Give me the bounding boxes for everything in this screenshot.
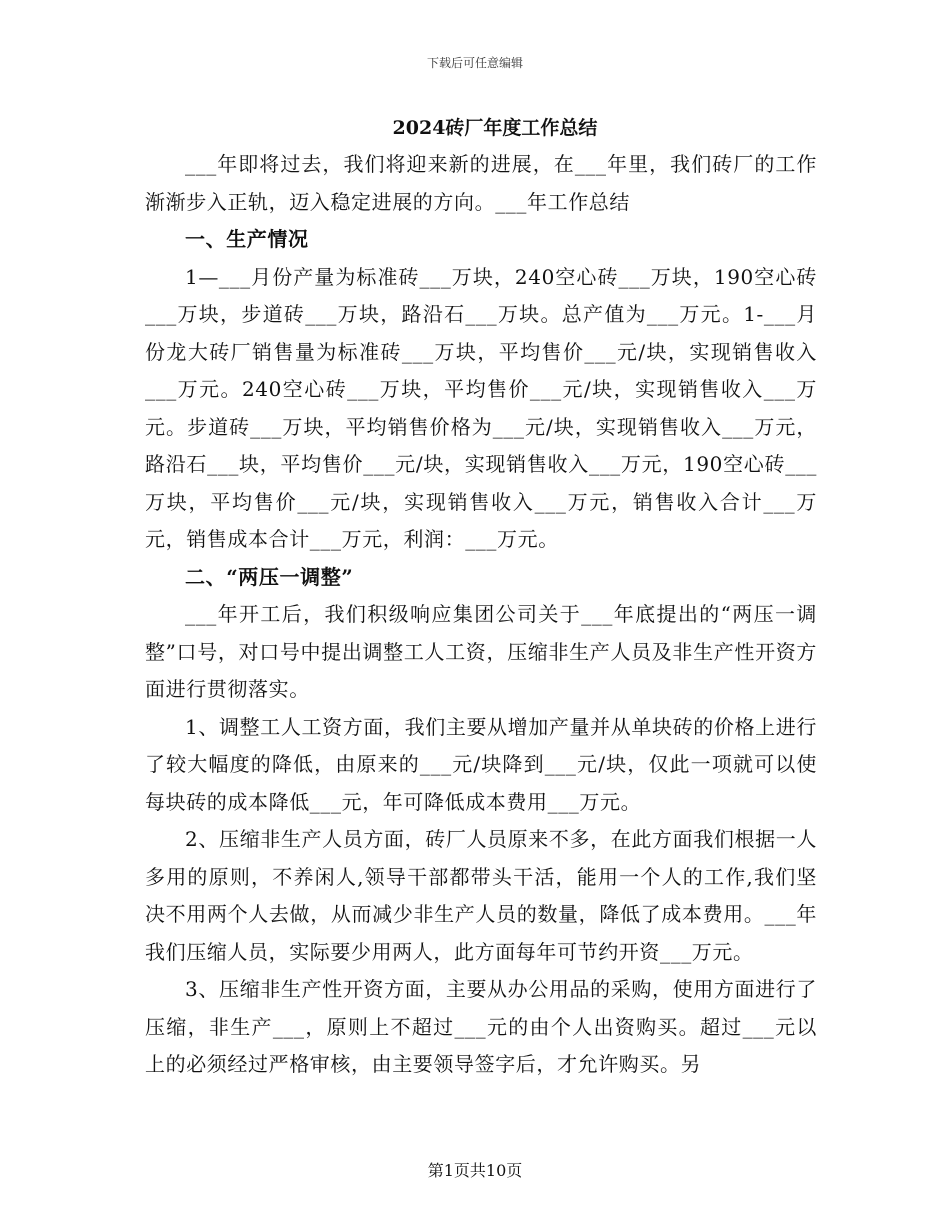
section-heading-production: 一、生产情况 bbox=[185, 227, 309, 251]
document-title: 2024砖厂年度工作总结 bbox=[392, 117, 598, 139]
section-heading-two-cuts: 二、“两压一调整” bbox=[185, 564, 354, 589]
two-cuts-intro-paragraph: ___年开工后，我们积级响应集团公司关于___年底提出的“两压一调整”口号，对口号中提出调整工人工资，压缩非生产人员及非生产性开资方面进行贯彻落实。 bbox=[145, 602, 817, 701]
intro-paragraph: ___年即将过去，我们将迎来新的进展，在___年里，我们砖厂的工作渐渐步入正轨，迈入稳定进展的方向。___年工作总结 bbox=[145, 152, 817, 214]
staff-cut-paragraph: 2、压缩非生产人员方面，砖厂人员原来不多，在此方面我们根据一人多用的原则，不养闲人,领导干部都带头干活，能用一个人的工作,我们坚决不用两个人去做，从而减少非生产人员的数量，降低了成本费用。___年我们压缩人员，实际要少用两人，此方面每年可节约开资___万元。 bbox=[145, 827, 817, 964]
expense-cut-paragraph: 3、压缩非生产性开资方面，主要从办公用品的采购，使用方面进行了压缩，非生产___，原则上不超过___元的由个人出资购买。超过___元以上的必须经过严格审核，由主要领导签字后，才允许购买。另 bbox=[145, 977, 817, 1076]
page-footer: 第1页共10页 bbox=[427, 1161, 523, 1180]
header-note: 下载后可任意编辑 bbox=[426, 56, 523, 70]
document-body bbox=[145, 146, 817, 1084]
production-paragraph: 1—___月份产量为标准砖___万块，240空心砖___万块，190空心砖___万块，步道砖___万块，路沿石___万块。总产值为___万元。1-___月份龙大砖厂销售量为标准砖___万块，平均售价___元/块，实现销售收入___万元。240空心砖___万块，平均售价___元/块，实现销售收入___万元。步道砖___万块，平均销售价格为___元/块，实现销售收入___万元，路沿石___块，平均售价___元/块，实现销售收入___万元，190空心砖___万块，平均售价___元/块，实现销售收入___万元，销售收入合计___万元，销售成本合计___万元，利润：___万元。 bbox=[145, 264, 817, 551]
wage-adjust-paragraph: 1、调整工人工资方面，我们主要从增加产量并从单块砖的价格上进行了较大幅度的降低，由原来的___元/块降到___元/块，仅此一项就可以使每块砖的成本降低___元，年可降低成本费用___万元。 bbox=[145, 714, 817, 814]
